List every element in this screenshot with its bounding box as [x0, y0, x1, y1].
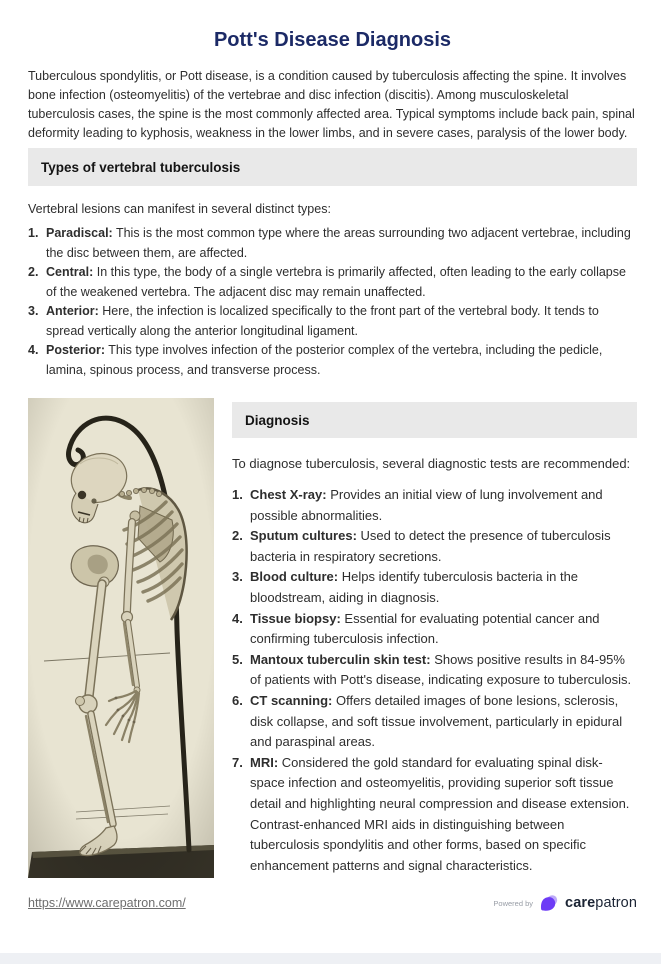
list-item-text: Essential for evaluating potential cancer and confirming tuberculosis infection.: [250, 610, 600, 647]
diagnosis-list-item: [232, 650, 637, 691]
intro-paragraph: Tuberculous spondylitis, or Pott disease, is a condition caused by tuberculosis affecting the spine. It involves bone infection (osteomyelitis) of the vertebrae and disc infection (discitis). Among musculoskeletal tuberculosis cases, the spine is the most commonly affected area. Typical symptoms include back pain, spinal deformity leading to kyphosis, weakness in the lower limbs, and in severe cases, paralysis of the lower body.: [28, 69, 635, 140]
diagnosis-list-item: [232, 691, 637, 753]
brand-patron: patron: [595, 895, 637, 911]
list-item-term: Blood culture:: [250, 569, 339, 585]
list-item-term: Paradiscal:: [46, 226, 113, 240]
diagnosis-list: [232, 485, 637, 876]
carepatron-logo-icon: [539, 894, 559, 912]
list-item-term: MRI:: [250, 754, 279, 770]
diagnosis-list-item: [232, 567, 637, 608]
diagnosis-list-item: [232, 485, 637, 526]
list-item-text: This type involves infection of the posterior complex of the vertebra, including the pedicle, lamina, spinous process, and transverse process.: [46, 343, 603, 377]
diagnosis-list-item: [232, 753, 637, 877]
list-item-term: CT scanning:: [250, 692, 333, 708]
types-list-item: [28, 341, 637, 380]
page-footer: [28, 894, 637, 912]
list-item-term: Posterior:: [46, 343, 106, 357]
section-header-diagnosis-label: Diagnosis: [245, 412, 310, 428]
diagnosis-column: [232, 398, 637, 878]
powered-by-block: [493, 894, 637, 912]
types-list-item: [28, 302, 637, 341]
list-item-text: Here, the infection is localized specifically to the front part of the vertebral body. It tends to spread vertically along the anterior longitudinal ligament.: [46, 304, 599, 338]
types-lead: Vertebral lesions can manifest in several distinct types:: [28, 202, 331, 216]
brand-care: care: [565, 895, 596, 911]
list-item-text: Considered the gold standard for evaluating spinal disk-space infection and osteomyelitis, providing superior soft tissue detail and highlighting neural compression and disease extension. Contrast-enhanced MRI aids in distinguishing between tuberculosis spondylitis and other forms, based on specific enhancement patterns and signal characteristics.: [250, 754, 630, 873]
list-item-text: Offers detailed images of bone lesions, sclerosis, disk collapse, and soft tissue involvement, particularly in epidural and paraspinal areas.: [250, 692, 623, 750]
diagnosis-list-item: [232, 609, 637, 650]
list-item-term: Tissue biopsy:: [250, 610, 341, 626]
list-item-term: Sputum cultures:: [250, 528, 357, 544]
two-column-section: [28, 398, 637, 878]
types-list-item: [28, 263, 637, 302]
list-item-term: Mantoux tuberculin skin test:: [250, 651, 431, 667]
list-item-text: This is the most common type where the areas surrounding two adjacent vertebrae, including the disc between them, are affected.: [46, 226, 631, 260]
diagnosis-lead: To diagnose tuberculosis, several diagnostic tests are recommended:: [232, 456, 631, 471]
list-item-term: Central:: [46, 265, 94, 279]
section-header-types-label: Types of vertebral tuberculosis: [41, 159, 241, 175]
list-item-text: Used to detect the presence of tuberculosis bacteria in respiratory secretions.: [250, 528, 611, 564]
list-item-text: Provides an initial view of lung involvement and possible abnormalities.: [250, 487, 603, 523]
types-list-item: [28, 224, 637, 263]
list-item-text: Shows positive results in 84-95% of patients with Pott's disease, indicating exposure to tuberculosis.: [250, 651, 632, 688]
list-item-text: Helps identify tuberculosis bacteria in the bloodstream, aiding in diagnosis.: [250, 569, 579, 605]
list-item-term: Anterior:: [46, 304, 99, 318]
list-item-term: Chest X-ray:: [250, 487, 327, 502]
page-title: Pott's Disease Diagnosis: [213, 29, 452, 51]
carepatron-wordmark: [565, 895, 637, 911]
bottom-strip: [0, 953, 661, 964]
section-header-types: [28, 148, 637, 186]
section-header-diagnosis: [232, 402, 637, 438]
skeleton-illustration: [28, 398, 214, 878]
types-list: [28, 224, 637, 380]
document-page: [0, 28, 661, 912]
carepatron-link[interactable]: https://www.carepatron.com/: [28, 896, 186, 910]
skeleton-kyphosis-photo: [28, 398, 214, 878]
powered-by-label: Powered by: [493, 898, 534, 908]
list-item-text: In this type, the body of a single vertebra is primarily affected, often leading to the early collapse of the weakened vertebra. The adjacent disc may remain unaffected.: [46, 265, 626, 299]
diagnosis-list-item: [232, 526, 637, 567]
